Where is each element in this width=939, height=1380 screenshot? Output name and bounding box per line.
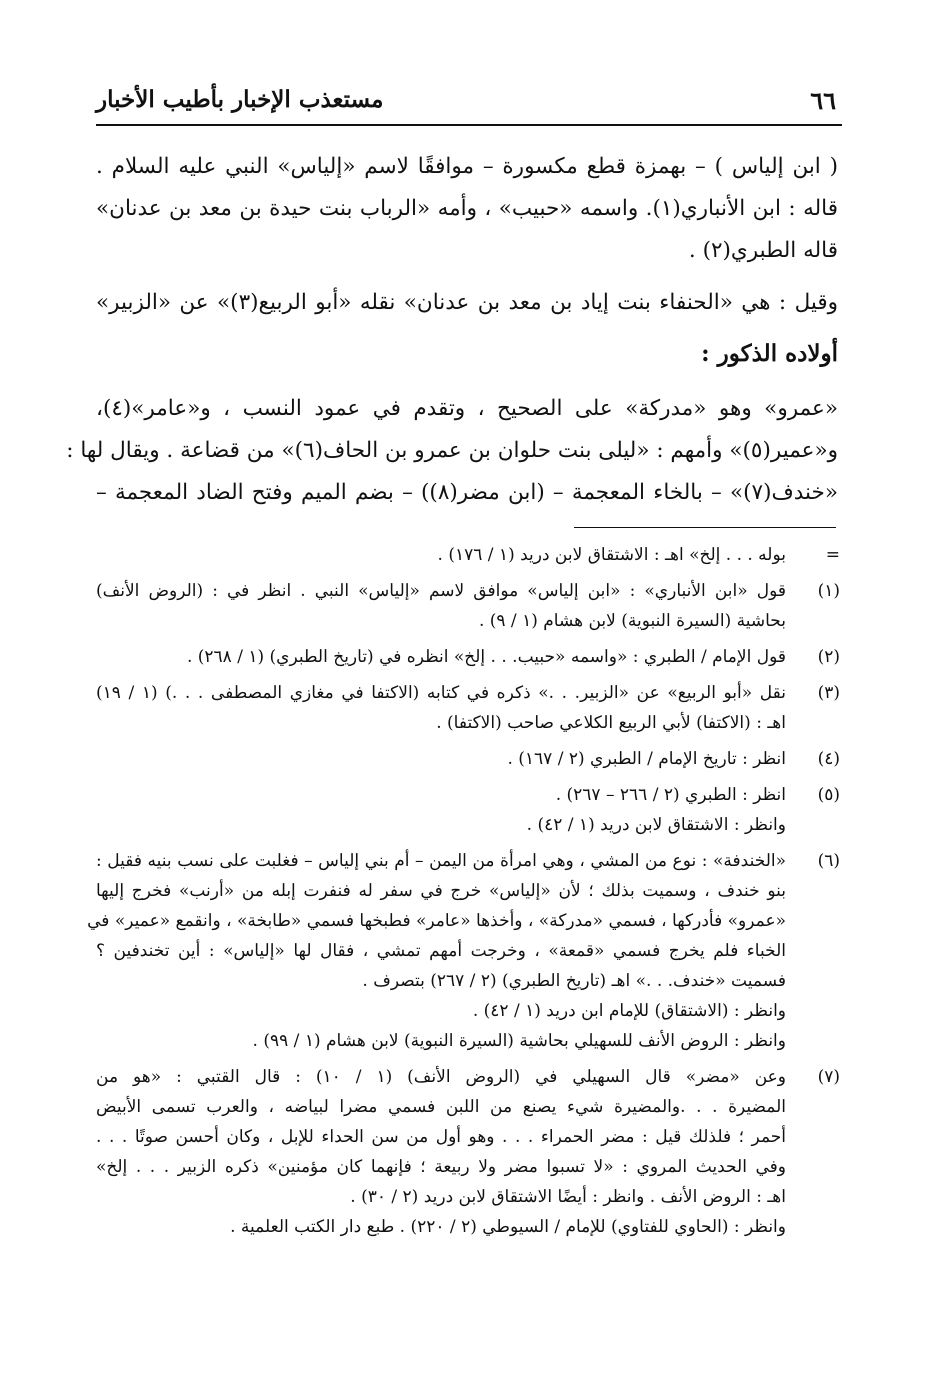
footnote-line: اهـ : (الاكتفا) لأبي الربيع الكلاعي صاحب (الاكتفا) . [436, 713, 786, 733]
footnote [87, 846, 840, 1056]
footnote-number: (١) [817, 581, 840, 601]
footnote-line: بنو خندف ، وسميت بذلك ؛ لأن «إلياس» خرج في سفر له فنفرت إبله من «أرنب» فخرج إليها [96, 881, 786, 901]
paragraph-2 [96, 282, 838, 324]
footnote-number: (٤) [817, 749, 840, 769]
footnote-number: (٧) [817, 1067, 840, 1087]
footnote-number: (٣) [817, 683, 840, 703]
footnote [96, 540, 840, 570]
paragraph-3 [66, 388, 838, 514]
body-line: قاله : ابن الأنباري(١). واسمه «حبيب» ، وأمه «الرباب بنت حيدة بن معد بن عدنان» [96, 196, 838, 221]
footnote [96, 678, 840, 738]
header-rule [96, 124, 842, 126]
footnote-line: قول «ابن الأنباري» : «ابن إلياس» موافق لاسم «إلياس» النبي . انظر في : (الروض الأنف) [96, 581, 786, 601]
footnote-line: بوله . . . إلخ» اهـ : الاشتقاق لابن دريد (١ / ١٧٦) . [437, 545, 786, 565]
footnote-separator [574, 527, 836, 528]
footnote [96, 1062, 840, 1242]
footnote-line: المضيرة . . .والمضيرة شيء يصنع من اللبن فسمي مضرا لبياضه ، والعرب تسمى الأبيض [96, 1097, 786, 1117]
section-heading: أولاده الذكور : [701, 340, 838, 367]
body-line: قاله الطبري(٢) . [688, 238, 838, 263]
footnote-line: أحمر ؛ فلذلك قيل : مضر الحمراء . . . وهو أول من سن الحداء للإبل ، وكان أحسن صوتًا . . . [96, 1127, 786, 1147]
footnote-line: فسميت «خندف. . .» اهـ (تاريخ الطبري) (٢ / ٢٦٧) بتصرف . [362, 971, 786, 991]
body-line: و«عمير(٥)» وأمهم : «ليلى بنت حلوان بن عمرو بن الحاف(٦)» من قضاعة . ويقال لها : [66, 438, 838, 463]
footnote [96, 780, 840, 840]
footnote [96, 576, 840, 636]
footnotes [87, 540, 840, 1248]
footnote [96, 642, 840, 672]
footnote-line: انظر : تاريخ الإمام / الطبري (٢ / ١٦٧) . [507, 749, 786, 769]
footnote-number: (٦) [817, 851, 840, 871]
body-line: «خندف(٧)» – بالخاء المعجمة – (ابن مضر(٨)) – بضم الميم وفتح الضاد المعجمة – [96, 480, 838, 505]
footnote-line: وانظر : (الاشتقاق) للإمام ابن دريد (١ / ٤٢) . [472, 1001, 786, 1021]
footnote-line: الخباء فلم يخرج فسمي «قمعة» ، وخرجت أمهم تمشي ، فقال لها «إلياس» : أين تخندفين ؟ [96, 941, 786, 961]
paragraph-1 [96, 146, 838, 272]
footnote [96, 744, 840, 774]
footnote-line: بحاشية (السيرة النبوية) لابن هشام (١ / ٩) . [478, 611, 786, 631]
footnote-line: انظر : الطبري (٢ / ٢٦٦ – ٢٦٧) . [555, 785, 786, 805]
footnote-line: قول الإمام / الطبري : «واسمه «حبيب. . . إلخ» انظره في (تاريخ الطبري) (١ / ٢٦٨) . [186, 647, 786, 667]
footnote-line: وانظر : الاشتقاق لابن دريد (١ / ٤٢) . [526, 815, 786, 835]
footnote-number: (٥) [817, 785, 840, 805]
footnote-line: اهـ : الروض الأنف . وانظر : أيضًا الاشتقاق لابن دريد (٢ / ٣٠) . [350, 1187, 786, 1207]
page-number: ٦٦ [810, 86, 836, 115]
body-line: وقيل : هي «الحنفاء بنت إياد بن معد بن عدنان» نقله «أبو الربيع(٣)» عن «الزبير» [96, 290, 838, 315]
footnote-number: (٢) [817, 647, 840, 667]
footnote-line: وعن «مضر» قال السهيلي في (الروض الأنف) (١ / ١٠) : قال القتبي : «هو من [96, 1067, 786, 1087]
body-line: «عمرو» وهو «مدركة» على الصحيح ، وتقدم في عمود النسب ، و«عامر»(٤)، [96, 396, 838, 421]
footnote-line: وانظر : الروض الأنف للسهيلي بحاشية (السيرة النبوية) لابن هشام (١ / ٩٩) . [252, 1031, 786, 1051]
footnote-line: «عمرو» فأدركها ، فسمي «مدركة» ، وأخذها «عامر» فطبخها فسمي «طابخة» ، وانقمع «عمير» في [87, 911, 786, 931]
footnote-line: نقل «أبو الربيع» عن «الزبير. . .» ذكره في كتابه (الاكتفا في مغازي المصطفى . . .) (١ / ١٩) [96, 683, 786, 703]
footnote-number: = [825, 545, 840, 565]
footnote-line: «الخندفة» : نوع من المشي ، وهي امرأة من اليمن – أم بني إلياس – فغلبت على نسب بنيه فقيل : [96, 851, 786, 871]
body-line: ( ابن إلياس ) – بهمزة قطع مكسورة – موافقًا لاسم «إلياس» النبي عليه السلام . [96, 154, 838, 179]
footnote-line: وفي الحديث المروي : «لا تسبوا مضر ولا ربيعة ؛ فإنهما كان مؤمنين» ذكره الزبير . . . إلخ» [96, 1157, 786, 1177]
footnote-line: وانظر : (الحاوي للفتاوي) للإمام / السيوطي (٢ / ٢٢٠) . طبع دار الكتب العلمية . [230, 1217, 786, 1237]
page-header [96, 82, 840, 124]
running-title: مستعذب الإخبار بأطيب الأخبار [96, 86, 384, 113]
